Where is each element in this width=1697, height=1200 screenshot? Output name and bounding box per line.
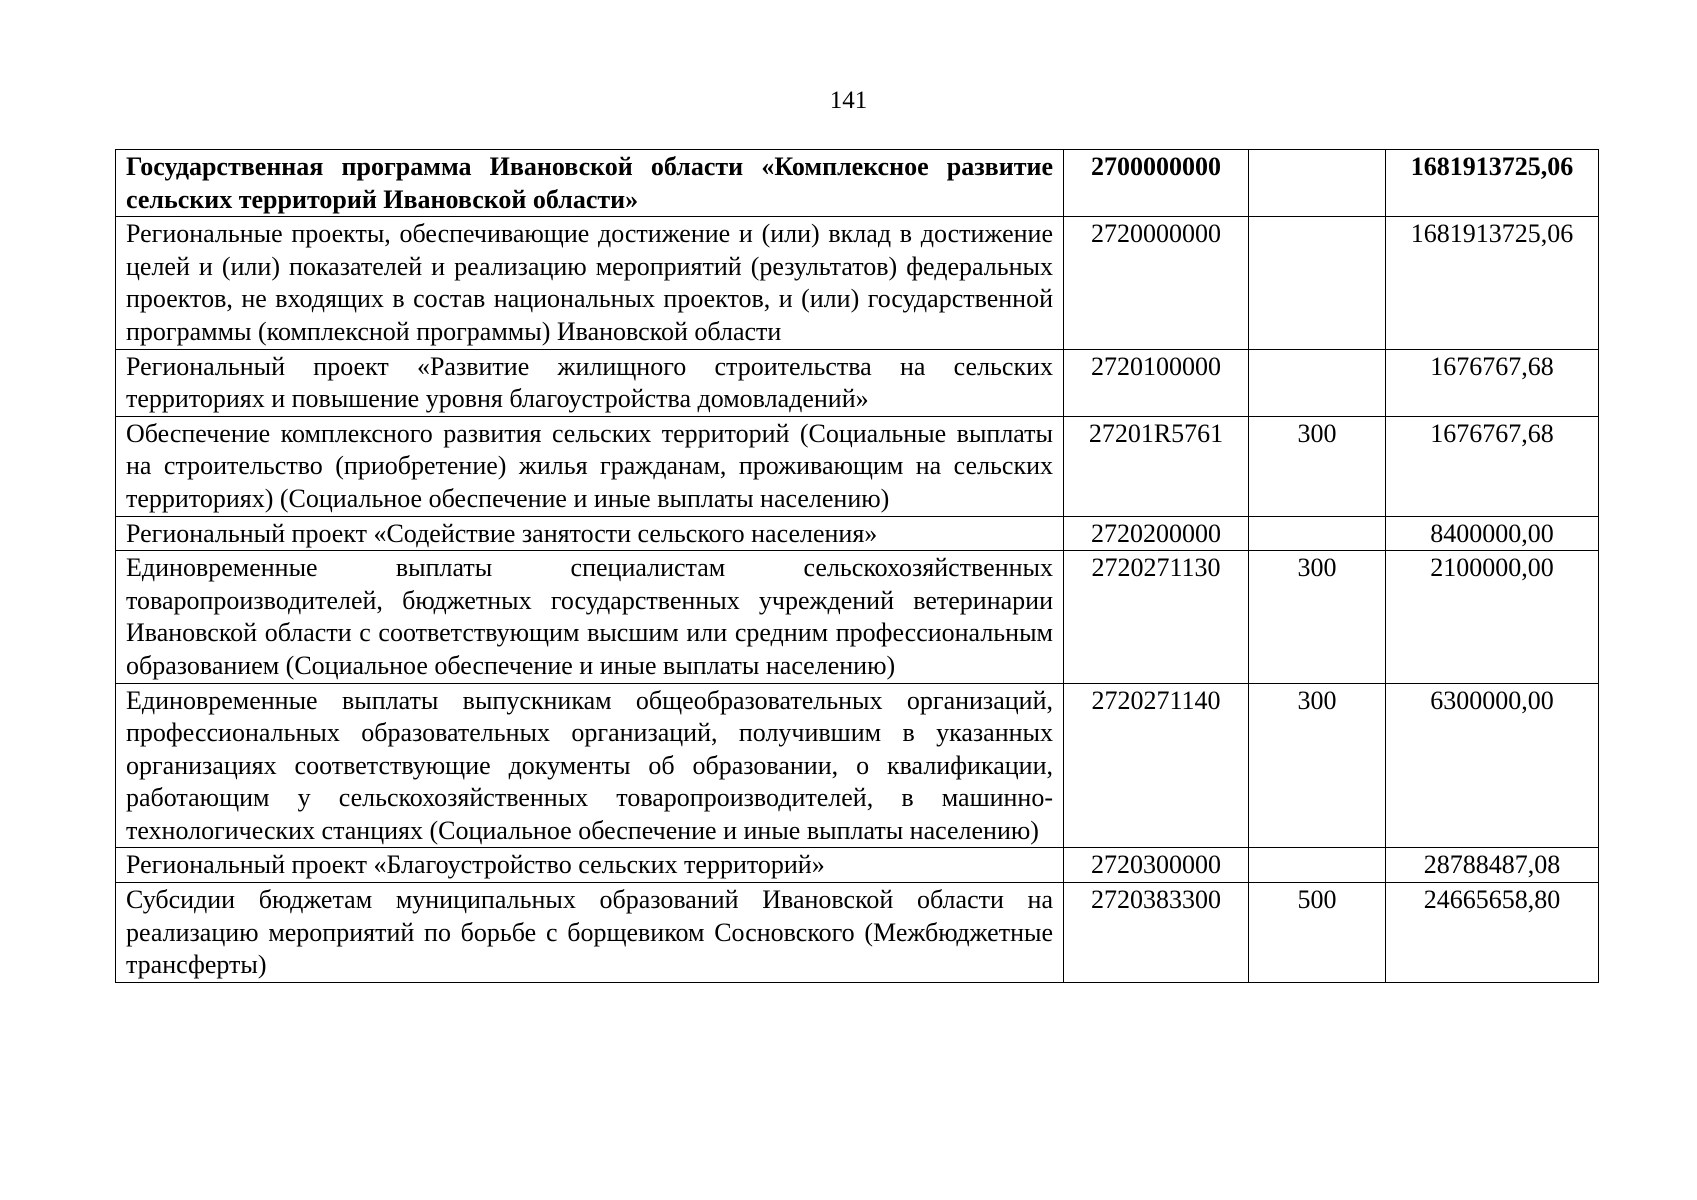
row-type-cell: 500 <box>1249 883 1386 983</box>
budget-table <box>115 149 1599 983</box>
table-row <box>116 217 1599 349</box>
row-code-cell: 2720200000 <box>1064 516 1249 551</box>
row-type-cell: 300 <box>1249 551 1386 683</box>
row-name-cell: Государственная программа Ивановской области «Комплексное развитие сельских территорий Ивановской области» <box>116 150 1064 217</box>
row-code-cell: 27201R5761 <box>1064 416 1249 516</box>
row-code-cell: 2720000000 <box>1064 217 1249 349</box>
row-sum-cell: 1681913725,06 <box>1386 150 1599 217</box>
table-row <box>116 683 1599 848</box>
row-name-cell: Единовременные выплаты специалистам сельскохозяйственных товаропроизводителей, бюджетных государственных учреждений ветеринарии Ивановской области с соответствующим высшим или средним профессиональным образованием (Социальное обеспечение и иные выплаты населению) <box>116 551 1064 683</box>
row-sum-cell: 1676767,68 <box>1386 349 1599 416</box>
row-name-cell: Субсидии бюджетам муниципальных образований Ивановской области на реализацию мероприятий по борьбе с борщевиком Сосновского (Межбюджетные трансферты) <box>116 883 1064 983</box>
row-sum-cell: 8400000,00 <box>1386 516 1599 551</box>
row-type-cell <box>1249 349 1386 416</box>
row-code-cell: 2720100000 <box>1064 349 1249 416</box>
row-type-cell: 300 <box>1249 416 1386 516</box>
row-name-cell: Региональный проект «Благоустройство сельских территорий» <box>116 848 1064 883</box>
table-row <box>116 150 1599 217</box>
row-type-cell: 300 <box>1249 683 1386 848</box>
row-sum-cell: 1681913725,06 <box>1386 217 1599 349</box>
table-row <box>116 883 1599 983</box>
row-type-cell <box>1249 150 1386 217</box>
row-sum-cell: 24665658,80 <box>1386 883 1599 983</box>
row-sum-cell: 6300000,00 <box>1386 683 1599 848</box>
row-name-cell: Региональные проекты, обеспечивающие достижение и (или) вклад в достижение целей и (или) показателей и реализацию мероприятий (результатов) федеральных проектов, не входящих в состав национальных проектов, и (или) государственной программы (комплексной программы) Ивановской области <box>116 217 1064 349</box>
row-name-cell: Единовременные выплаты выпускникам общеобразовательных организаций, профессиональных образовательных организаций, получившим в указанных организациях соответствующие документы об образовании, о квалификации, работающим у сельскохозяйственных товаропроизводителей, в машинно-технологических станциях (Социальное обеспечение и иные выплаты населению) <box>116 683 1064 848</box>
row-code-cell: 2720271140 <box>1064 683 1249 848</box>
row-code-cell: 2720383300 <box>1064 883 1249 983</box>
budget-table-body <box>116 150 1599 983</box>
row-name-cell: Региональный проект «Развитие жилищного строительства на сельских территориях и повышение уровня благоустройства домовладений» <box>116 349 1064 416</box>
table-row <box>116 551 1599 683</box>
row-name-cell: Обеспечение комплексного развития сельских территорий (Социальные выплаты на строительство (приобретение) жилья гражданам, проживающим на сельских территориях) (Социальное обеспечение и иные выплаты населению) <box>116 416 1064 516</box>
row-code-cell: 2700000000 <box>1064 150 1249 217</box>
row-sum-cell: 28788487,08 <box>1386 848 1599 883</box>
row-type-cell <box>1249 217 1386 349</box>
row-code-cell: 2720271130 <box>1064 551 1249 683</box>
row-type-cell <box>1249 516 1386 551</box>
row-name-cell: Региональный проект «Содействие занятости сельского населения» <box>116 516 1064 551</box>
table-row <box>116 349 1599 416</box>
row-sum-cell: 2100000,00 <box>1386 551 1599 683</box>
table-row <box>116 848 1599 883</box>
row-sum-cell: 1676767,68 <box>1386 416 1599 516</box>
page-number: 141 <box>829 87 868 114</box>
row-code-cell: 2720300000 <box>1064 848 1249 883</box>
table-row <box>116 516 1599 551</box>
row-type-cell <box>1249 848 1386 883</box>
table-row <box>116 416 1599 516</box>
